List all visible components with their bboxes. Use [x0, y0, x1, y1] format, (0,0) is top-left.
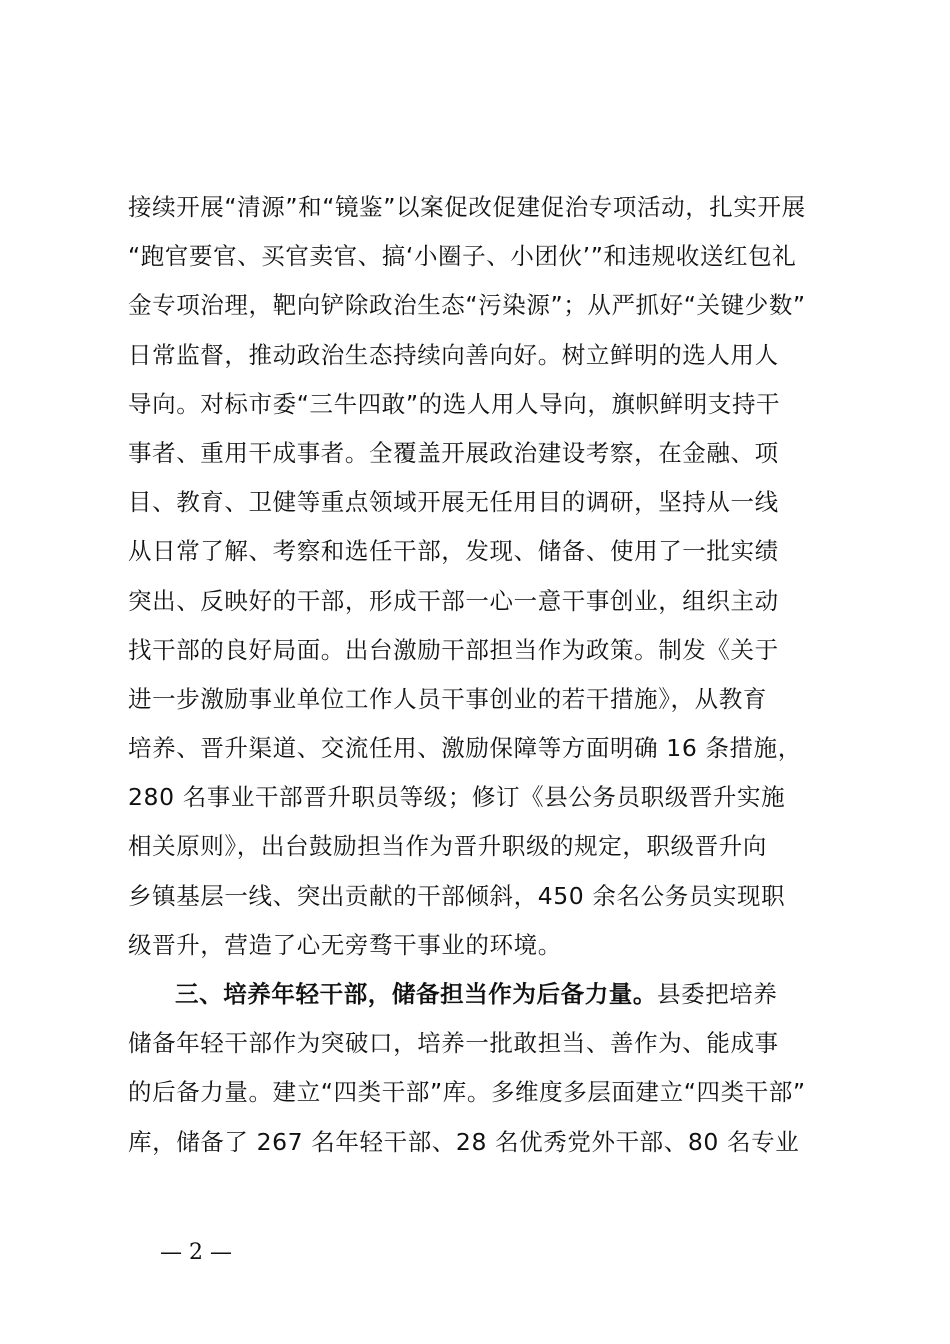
text-line: 280 名事业干部晋升职员等级；修订《县公务员职级晋升实施: [128, 783, 786, 812]
text-line: 级晋升，营造了心无旁骛干事业的环境。: [128, 930, 562, 959]
text-line: 的后备力量。建立“四类干部”库。多维度多层面建立“四类干部”: [128, 1078, 806, 1107]
text-line: 进一步激励事业单位工作人员干事创业的若干措施》，从教育: [128, 684, 767, 713]
text-line: 日常监督，推动政治生态持续向善向好。树立鲜明的选人用人: [128, 340, 779, 369]
text-line: 找干部的良好局面。出台激励干部担当作为政策。制发《关于: [128, 635, 779, 664]
text-line: 事者、重用干成事者。全覆盖开展政治建设考察，在金融、项: [128, 438, 779, 467]
text-line: 相关原则》，出台鼓励担当作为晋升职级的规定，职级晋升向: [128, 832, 767, 861]
section-heading-continuation: 县委把培养: [657, 980, 778, 1008]
text-line: 乡镇基层一线、突出贡献的干部倾斜，450 余名公务员实现职: [128, 881, 786, 910]
text-line: 导向。对标市委“三牛四敢”的选人用人导向，旗帜鲜明支持干: [128, 389, 781, 418]
section-heading: 三、培养年轻干部，储备担当作为后备力量。: [175, 980, 657, 1008]
section-heading-line: [128, 970, 868, 1019]
text-line: 储备年轻干部作为突破口，培养一批敢担当、善作为、能成事: [128, 1029, 779, 1058]
text-line: 金专项治理，靶向铲除政治生态“污染源”；从严抓好“关键少数”: [128, 291, 806, 320]
page-number: — 2 —: [160, 1240, 232, 1265]
text-line: 接续开展“清源”和“镜鉴”以案促改促建促治专项活动，扎实开展: [128, 193, 806, 221]
body-text: [128, 183, 868, 1167]
text-line: 库，储备了 267 名年轻干部、28 名优秀党外干部、80 名专业: [128, 1127, 800, 1156]
text-line: “跑官要官、买官卖官、搞‘小圈子、小团伙’”和违规收送红包礼: [128, 242, 797, 271]
text-line: 从日常了解、考察和选任干部，发现、储备、使用了一批实绩: [128, 537, 779, 566]
text-line: 培养、晋升渠道、交流任用、激励保障等方面明确 16 条措施，: [128, 734, 802, 763]
text-line: 目、教育、卫健等重点领域开展无任用目的调研，坚持从一线: [128, 488, 779, 517]
text-line: 突出、反映好的干部，形成干部一心一意干事创业，组织主动: [128, 586, 779, 615]
